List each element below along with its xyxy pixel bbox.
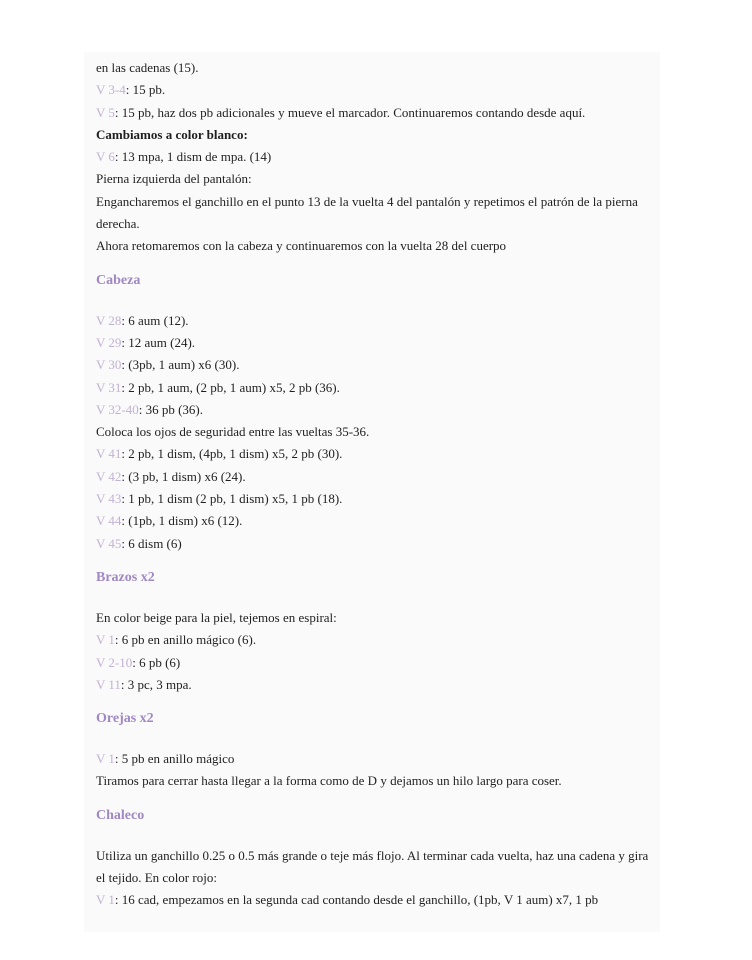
row-text: : (3 pb, 1 dism) x6 (24). (121, 468, 246, 484)
section-title-orejas: Orejas x2 (96, 711, 154, 727)
row-text: : 15 pb. (125, 82, 166, 98)
brazos-rows (96, 629, 658, 696)
row-text: : (1pb, 1 dism) x6 (12). (121, 513, 243, 529)
row-label: V 1 (96, 892, 115, 908)
text: en las cadenas (15). (96, 60, 199, 75)
row-line (96, 510, 658, 532)
row-text: : 16 cad, empezamos en la segunda cad contando desde el ganchillo, (1pb, V 1 aum) x7, 1 pb (114, 892, 599, 908)
paragraph: Engancharemos el ganchillo en el punto 13 de la vuelta 4 del pantalón y repetimos el patrón de la pierna derecha. (96, 193, 638, 232)
row-text: : 2 pb, 1 aum, (2 pb, 1 aum) x5, 2 pb (36). (121, 379, 340, 395)
row-line (96, 466, 658, 488)
row-label: V 45 (96, 535, 122, 551)
section-title-chaleco: Chaleco (96, 807, 145, 823)
row-label: V 32-40 (96, 401, 139, 417)
row-text: : 36 pb (36). (138, 401, 204, 417)
row-text: : 6 pb en anillo mágico (6). (114, 632, 257, 648)
row-text: : 13 mpa, 1 dism de mpa. (14) (114, 149, 272, 165)
row-line (96, 652, 658, 674)
row-label: V 44 (96, 513, 122, 529)
row-line (96, 399, 658, 421)
row-text: : 5 pb en anillo mágico (114, 751, 235, 767)
text-line: Ahora retomaremos con la cabeza y continuaremos con la vuelta 28 del cuerpo (96, 238, 507, 254)
row-line (96, 629, 658, 651)
text-line: Pierna izquierda del pantalón: (96, 171, 252, 187)
row-label: V 43 (96, 491, 122, 507)
row-label: V 1 (96, 632, 115, 648)
document-content (96, 57, 658, 912)
row-text: : 2 pb, 1 dism, (4pb, 1 dism) x5, 2 pb (30). (121, 446, 343, 462)
row-label: V 30 (96, 357, 122, 373)
row-text: : 15 pb, haz dos pb adicionales y mueve el marcador. Continuaremos contando desde aquí. (114, 104, 586, 120)
row-label: V 31 (96, 379, 122, 395)
row-line (96, 354, 658, 376)
text-line: En color beige para la piel, tejemos en espiral: (96, 609, 337, 625)
row-line (96, 377, 658, 399)
row-line (96, 748, 658, 770)
row-label: V 11 (96, 676, 121, 692)
text-line (96, 57, 658, 79)
row-text: : 6 dism (6) (121, 535, 182, 551)
text-line: Tiramos para cerrar hasta llegar a la forma como de D y dejamos un hilo largo para coser. (96, 773, 562, 789)
row-label: V 42 (96, 468, 122, 484)
cabeza-rows (96, 310, 658, 555)
row-text: : 12 aum (24). (121, 334, 196, 350)
row-text: : 6 pb (6) (132, 654, 181, 670)
row-text: : 6 aum (12). (121, 312, 189, 328)
row-text: : 1 pb, 1 dism (2 pb, 1 dism) x5, 1 pb (18). (121, 491, 343, 507)
row-text: Coloca los ojos de seguridad entre las vueltas 35-36. (96, 424, 370, 440)
row-line (96, 79, 658, 101)
row-label: V 29 (96, 334, 122, 350)
paragraph: Utiliza un ganchillo 0.25 o 0.5 más grande o teje más flojo. Al terminar cada vuelta, haz una cadena y gira el tejido. En color rojo: (96, 847, 649, 886)
row-label: V 28 (96, 312, 122, 328)
row-line (96, 332, 658, 354)
section-title-cabeza: Cabeza (96, 272, 141, 288)
row-text: : (3pb, 1 aum) x6 (30). (121, 357, 240, 373)
row-line (96, 146, 658, 168)
row-line (96, 889, 658, 911)
row-label: V 1 (96, 751, 115, 767)
row-line (96, 443, 658, 465)
row-label: V 5 (96, 104, 115, 120)
row-line (96, 421, 658, 443)
row-line (96, 674, 658, 696)
bold-heading: Cambiamos a color blanco: (96, 126, 248, 142)
row-label: V 2-10 (96, 654, 133, 670)
row-line (96, 533, 658, 555)
row-line (96, 488, 658, 510)
orejas-rows (96, 748, 658, 770)
row-line (96, 310, 658, 332)
section-title-brazos: Brazos x2 (96, 569, 155, 585)
row-text: : 3 pc, 3 mpa. (120, 676, 192, 692)
row-label: V 3-4 (96, 82, 126, 98)
row-label: V 41 (96, 446, 122, 462)
row-label: V 6 (96, 149, 115, 165)
row-line (96, 102, 658, 124)
